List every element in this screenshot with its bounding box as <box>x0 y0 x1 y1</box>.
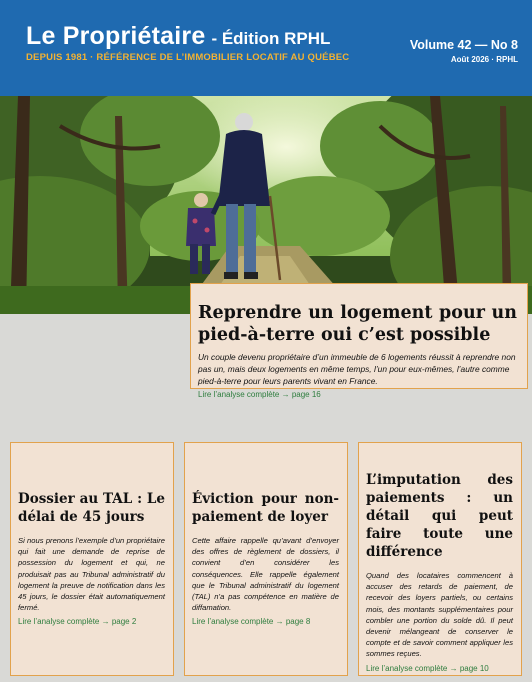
feature-summary: Un couple devenu propriétaire d’un immeuble de 6 logements réussit à reprendre non pas un, mais deux logements en même temps, l’un pour eux-mêmes, l’autre comme pied-à-terre pour leurs parents vivant en France. <box>198 352 516 386</box>
masthead <box>0 0 532 96</box>
article-title[interactable]: Dossier au TAL : Le délai de 45 jours <box>18 491 165 525</box>
forest-path-illustration <box>0 96 532 314</box>
issue-volume: Volume 42 — No 8 <box>409 38 518 52</box>
edition-label: - Édition RPHL <box>211 29 331 48</box>
article-card-eviction[interactable] <box>184 442 348 676</box>
issue-date: Août 2026 · RPHL <box>450 55 518 64</box>
read-more-link[interactable]: Lire l’analyse complète → page 10 <box>366 663 489 673</box>
tagline: DEPUIS 1981 · RÉFÉRENCE DE L’IMMOBILIER LOCATIF AU QUÉBEC <box>26 52 350 63</box>
article-title[interactable]: L’imputation des paiements : un détail qui peut faire toute une différence <box>366 472 513 560</box>
feature-title[interactable]: Reprendre un logement pour un pied-à-terre oui c’est possible <box>198 303 517 345</box>
cover-photo <box>0 96 532 314</box>
article-title[interactable]: Éviction pour non-paiement de loyer <box>192 491 339 525</box>
feature-article-card[interactable] <box>190 283 528 400</box>
article-summary: Quand des locataires commencent à accuser des retards de paiement, de recevoir des loyers partiels, ou certains mois, des montants supplémentaires pour combler une portion du solde dû. Il peut devenir mélangeant de conserver le compte et de savoir comment appliquer les sommes reçues. <box>366 571 513 659</box>
read-more-link[interactable]: Lire l’analyse complète → page 8 <box>192 617 311 627</box>
publication-title: Le Propriétaire <box>26 22 206 50</box>
article-card-tal-delay[interactable] <box>10 442 174 676</box>
article-summary: Cette affaire rappelle qu’avant d’envoyer des offres de règlement de dossiers, il convient d’en considérer les conséquences. Elle rappelle également que le Tribunal administratif du logement (TAL) n’a pas compétence en matière de diffamation. <box>192 536 339 613</box>
read-more-link[interactable]: Lire l’analyse complète → page 2 <box>18 617 137 627</box>
issue-info <box>410 38 518 64</box>
article-summary: Si nous prenons l’exemple d’un propriétaire qui fait une demande de reprise de possession du logement et qui, ne produisait pas au Tribunal administratif du logement la preuve de notification dans les 45 jours, le dossier était automatiquement fermé. <box>18 536 165 613</box>
brand <box>26 22 330 51</box>
feature-read-more-link[interactable]: Lire l’analyse complète → page 16 <box>198 390 321 400</box>
article-card-payment-imputation[interactable] <box>358 442 522 676</box>
